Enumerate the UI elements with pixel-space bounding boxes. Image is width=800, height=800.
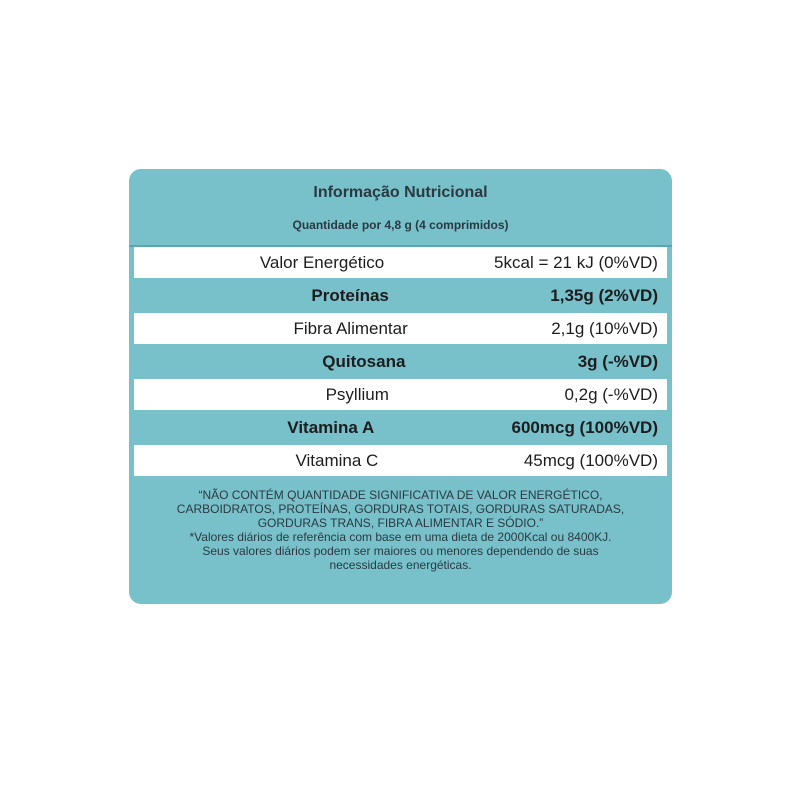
footnote-line: *Valores diários de referência com base em uma dieta de 2000Kcal ou 8400KJ. (189, 530, 612, 544)
nutrition-header (129, 169, 672, 245)
footnote-line: “NÃO CONTÉM QUANTIDADE SIGNIFICATIVA DE VALOR ENERGÉTICO, (198, 488, 603, 502)
nutrient-label: Proteínas (311, 285, 389, 305)
nutrient-label: Vitamina C (295, 450, 379, 470)
nutrient-row-psyllium (134, 379, 667, 410)
nutrient-value: 3g (-%VD) (577, 351, 658, 371)
nutrient-value: 5kcal = 21 kJ (0%VD) (494, 252, 658, 272)
footnote-line: GORDURAS TRANS, FIBRA ALIMENTAR E SÓDIO.” (257, 516, 544, 530)
nutrient-row-vitamina-a (134, 412, 667, 443)
nutrient-label: Quitosana (322, 351, 406, 371)
nutrient-label: Vitamina A (287, 417, 375, 437)
nutrient-value: 600mcg (100%VD) (511, 417, 658, 437)
nutrient-table (129, 247, 672, 478)
nutrient-label: Fibra Alimentar (293, 318, 408, 338)
nutrition-title: Informação Nutricional (313, 184, 488, 201)
nutrient-label: Psyllium (325, 384, 389, 404)
footnote-line: CARBOIDRATOS, PROTEÍNAS, GORDURAS TOTAIS, GORDURAS SATURADAS, (176, 502, 625, 516)
nutrient-row-fibra-alimentar (134, 313, 667, 344)
nutrient-value: 45mcg (100%VD) (523, 450, 658, 470)
nutrient-row-proteinas (134, 280, 667, 311)
nutrient-label: Valor Energético (259, 252, 385, 272)
nutrient-row-valor-energetico (134, 247, 667, 278)
footnote-line: necessidades energéticas. (329, 558, 472, 572)
nutrient-row-vitamina-c (134, 445, 667, 476)
nutrition-panel (129, 169, 672, 604)
nutrition-footnote (139, 488, 662, 572)
nutrient-value: 1,35g (2%VD) (550, 285, 658, 305)
nutrient-row-quitosana (134, 346, 667, 377)
footnote-line: Seus valores diários podem ser maiores ou menores dependendo de suas (202, 544, 599, 558)
nutrient-value: 0,2g (-%VD) (564, 384, 658, 404)
serving-size: Quantidade por 4,8 g (4 comprimidos) (292, 218, 509, 232)
nutrient-value: 2,1g (10%VD) (551, 318, 658, 338)
